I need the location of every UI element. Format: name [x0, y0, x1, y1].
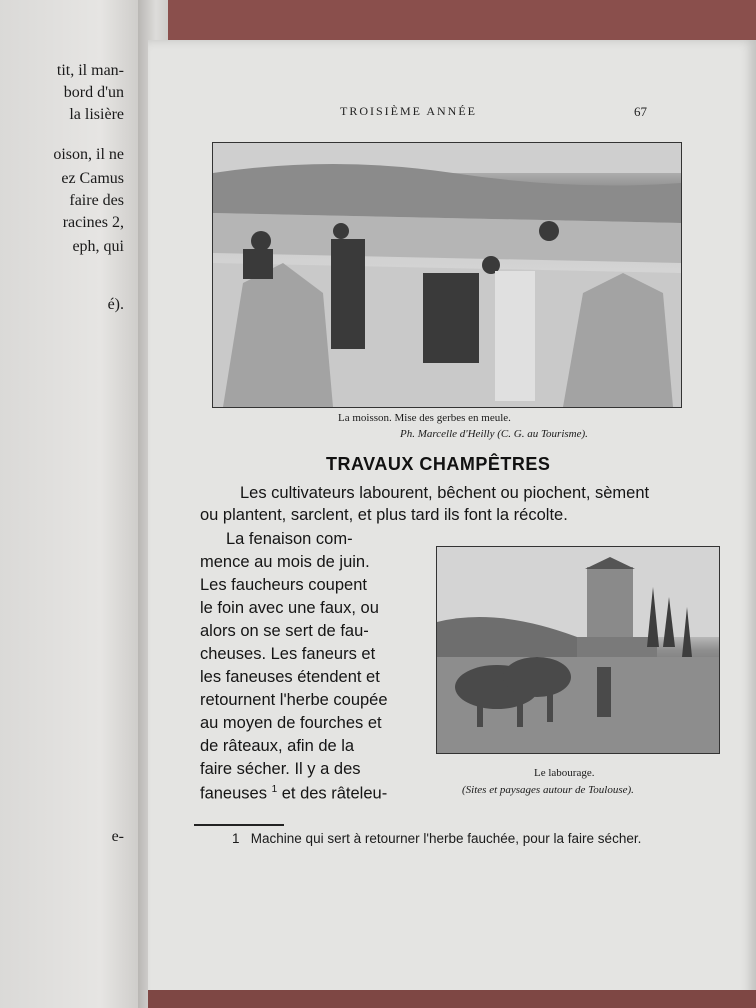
section-title: TRAVAUX CHAMPÊTRES: [326, 454, 551, 474]
harvest-photo-credit: Ph. Marcelle d'Heilly (C. G. au Tourisme).: [400, 428, 588, 440]
paragraph-line: de râteaux, afin de la: [200, 737, 355, 755]
left-page-line: racines 2,: [62, 214, 124, 231]
left-page-line: ez Camus: [61, 170, 124, 187]
ploughing-photo-illustration: [437, 547, 719, 753]
footnote-text: Machine qui sert à retourner l'herbe fauchée, pour la faire sécher.: [250, 831, 642, 846]
ploughing-photo-caption: Le labourage.: [534, 767, 595, 779]
left-page-line: eph, qui: [72, 238, 124, 255]
paragraph-line: alors on se sert de fau-: [200, 622, 369, 640]
left-page-line: la lisière: [69, 106, 124, 123]
left-page-line: bord d'un: [63, 84, 124, 101]
harvest-photo-illustration: [213, 143, 681, 407]
paragraph-word: et des râteleu-: [281, 784, 388, 803]
paragraph-word: faneuses: [200, 784, 267, 803]
paragraph-line: La fenaison com-: [226, 530, 353, 548]
left-page-line: faire des: [69, 192, 124, 209]
footnote-rule: [194, 824, 284, 826]
ploughing-photo-credit: (Sites et paysages autour de Toulouse).: [462, 784, 634, 796]
left-page: [0, 0, 148, 1008]
footnote-number: 1: [232, 831, 240, 846]
footnote-reference[interactable]: 1: [271, 784, 278, 795]
paragraph-line: cheuses. Les faneurs et: [200, 645, 376, 663]
intro-line: Les cultivateurs labourent, bêchent ou piochent, sèment: [240, 484, 650, 502]
ploughing-photo: [436, 546, 720, 754]
left-page-line: e-: [111, 828, 124, 845]
left-page-line: oison, il ne: [53, 146, 124, 163]
harvest-photo-caption: La moisson. Mise des gerbes en meule.: [338, 412, 511, 424]
page-bottom-edge: [148, 990, 756, 1008]
paragraph-line: [200, 784, 387, 804]
running-header: TROISIÈME ANNÉE: [340, 104, 477, 118]
harvest-photo: [212, 142, 682, 408]
footnote: [232, 831, 641, 846]
paragraph-line: les faneuses étendent et: [200, 668, 380, 686]
paragraph-line: mence au mois de juin.: [200, 553, 370, 571]
paragraph-line: Les faucheurs coupent: [200, 576, 367, 594]
page-number: 67: [634, 104, 647, 119]
left-page-line: é).: [107, 296, 124, 313]
paragraph-line: au moyen de fourches et: [200, 714, 382, 732]
paragraph-line: faire sécher. Il y a des: [200, 760, 361, 778]
paragraph-line: le foin avec une faux, ou: [200, 599, 379, 617]
left-page-line: tit, il man-: [56, 62, 124, 79]
intro-line: ou plantent, sarclent, et plus tard ils font la récolte.: [200, 506, 568, 524]
paragraph-line: retournent l'herbe coupée: [200, 691, 388, 709]
